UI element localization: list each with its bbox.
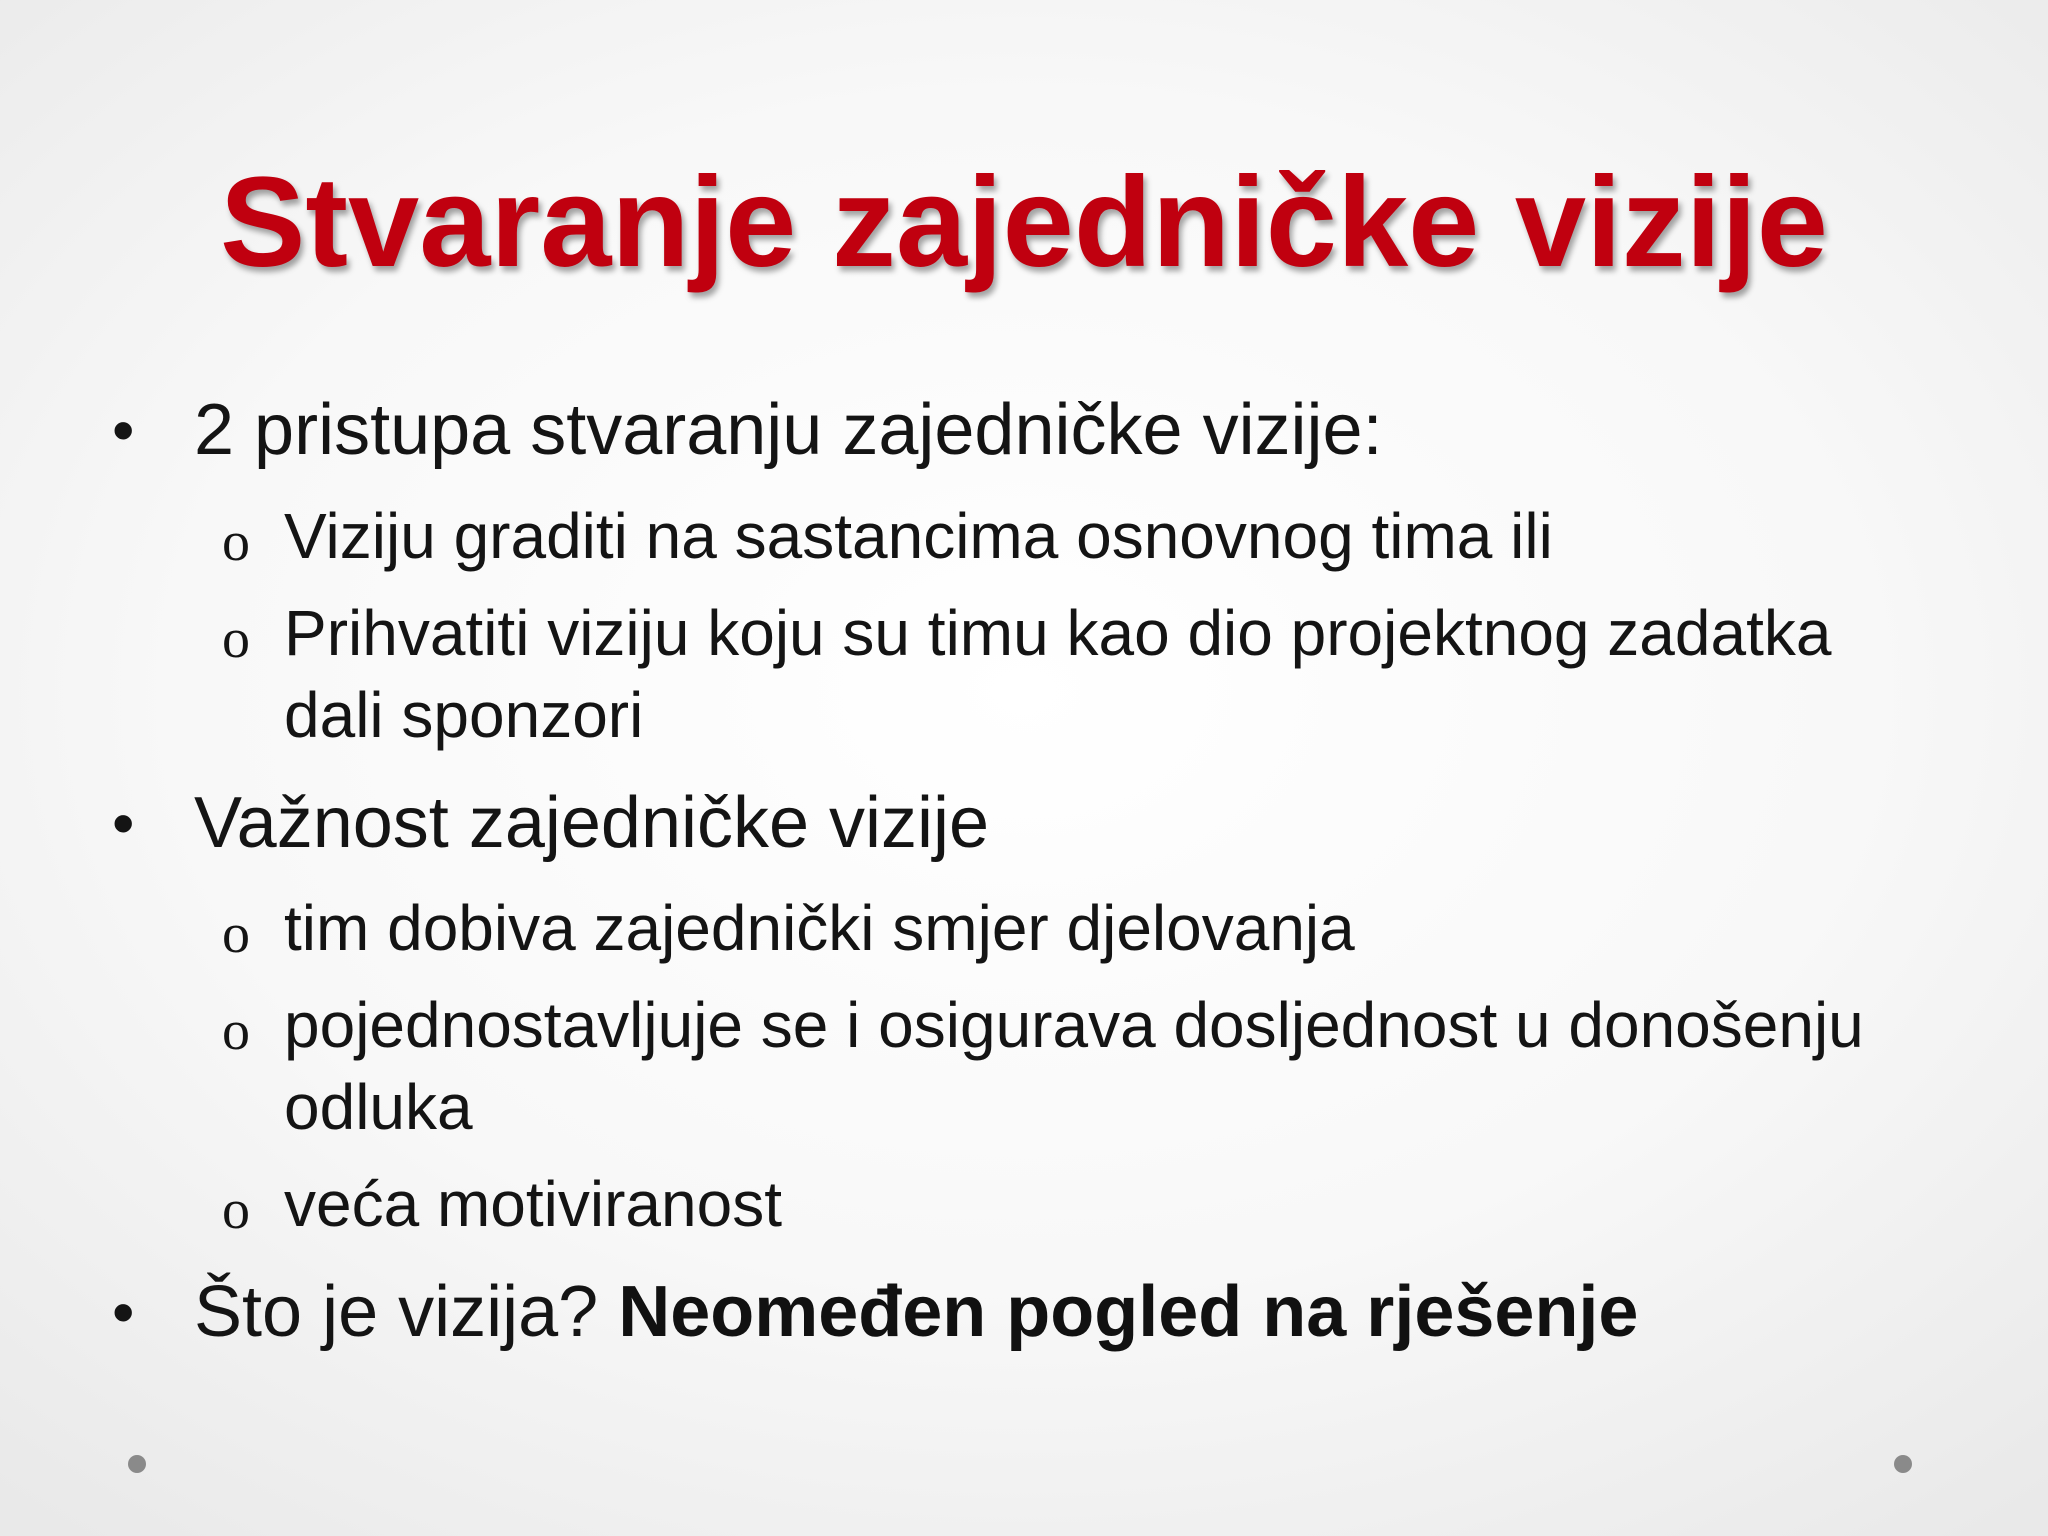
slide-title: Stvaranje zajedničke vizije [220,151,1828,294]
sub-bullet-text: veća motiviranost [284,1168,782,1240]
bullet-text-bold: Neomeđen pogled na rješenje [618,1272,1639,1352]
sub-bullet-continuation [284,1066,473,1148]
sub-bullet-icon: o [222,903,250,965]
bullet-text: Važnost zajedničke vizije [194,783,990,863]
corner-dot-icon [128,1455,146,1473]
sub-bullet-text: dali sponzori [284,679,644,751]
sub-bullet-item [222,984,1864,1066]
sub-bullet-continuation [284,674,643,756]
sub-bullet-item [222,1163,782,1245]
sub-bullet-item [222,887,1355,969]
sub-bullet-icon: o [222,608,250,670]
corner-dot-icon [1894,1455,1912,1473]
sub-bullet-text: Prihvatiti viziju koju su timu kao dio projektnog zadatka [284,597,1832,669]
bullet-item [112,782,990,864]
sub-bullet-item [222,592,1832,674]
bullet-item [112,1271,1639,1353]
sub-bullet-text: pojednostavljuje se i osigurava dosljednost u donošenju [284,989,1864,1061]
bullet-icon: • [112,394,135,466]
sub-bullet-text: Viziju graditi na sastancima osnovnog tima ili [284,500,1553,572]
bullet-item [112,389,1383,471]
bullet-text: Što je vizija? [194,1272,619,1352]
sub-bullet-icon: o [222,1179,250,1241]
sub-bullet-icon: o [222,511,250,573]
bullet-icon: • [112,1276,135,1348]
sub-bullet-icon: o [222,1000,250,1062]
bullet-text: 2 pristupa stvaranju zajedničke vizije: [194,390,1383,470]
bullet-icon: • [112,787,135,859]
sub-bullet-text: tim dobiva zajednički smjer djelovanja [284,892,1355,964]
sub-bullet-item [222,495,1553,577]
sub-bullet-text: odluka [284,1071,473,1143]
